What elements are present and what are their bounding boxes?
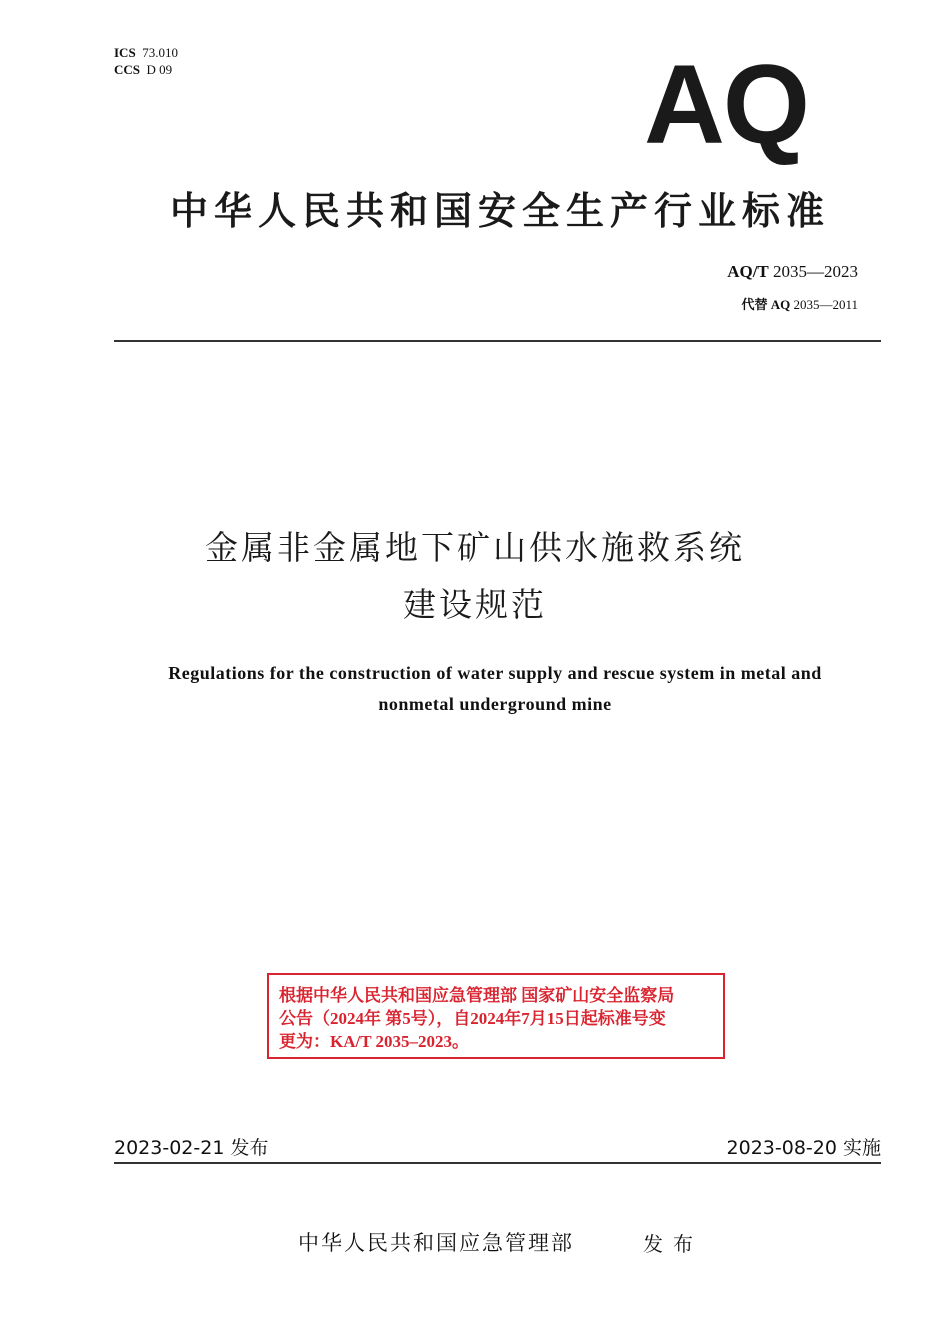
implement-date xyxy=(727,1133,881,1160)
ccs-line xyxy=(114,61,178,78)
ccs-label: CCS xyxy=(114,62,141,77)
footer-divider xyxy=(114,1162,881,1164)
issuer-action: 发布 xyxy=(643,1232,703,1256)
publish-label: 发布 xyxy=(230,1137,269,1159)
publish-date-value: 2023-02-21 xyxy=(114,1137,225,1159)
header-divider xyxy=(114,340,881,342)
ics-value: 73.010 xyxy=(142,45,178,60)
implement-date-value: 2023-08-20 xyxy=(726,1137,837,1159)
classification-codes xyxy=(114,44,178,78)
publish-date xyxy=(114,1133,268,1160)
replaces-number: 2035—2011 xyxy=(793,297,858,312)
ics-label: ICS xyxy=(114,45,136,60)
replaces-prefix: 代替 AQ xyxy=(741,297,791,312)
replaces-standard xyxy=(741,294,858,313)
ccs-value: D 09 xyxy=(146,62,173,77)
title-cn-line2: 建设规范 xyxy=(403,585,547,624)
notice-line2: 公告（2024年 第5号），自2024年7月15日起标准号变 xyxy=(279,1009,666,1028)
implement-label: 实施 xyxy=(842,1137,881,1159)
standard-code-number: 2035—2023 xyxy=(773,262,858,281)
aq-logo: AQ xyxy=(644,42,808,167)
title-cn-line1: 金属非金属地下矿山供水施救系统 xyxy=(205,528,745,567)
notice-line3: 更为：KA/T 2035–2023。 xyxy=(279,1032,470,1051)
standard-code xyxy=(727,262,858,282)
standard-code-prefix: AQ/T xyxy=(727,262,769,281)
notice-text xyxy=(279,984,719,1053)
title-en-line2: nonmetal underground mine xyxy=(378,694,612,714)
ics-line xyxy=(114,44,178,61)
standard-type-heading: 中华人民共和国安全生产行业标准 xyxy=(169,189,830,233)
title-en-line1: Regulations for the construction of water supply and rescue system in metal and xyxy=(168,663,822,683)
renumbering-notice-box xyxy=(267,973,725,1059)
notice-line1: 根据中华人民共和国应急管理部 国家矿山安全监察局 xyxy=(279,986,675,1005)
issuing-authority: 中华人民共和国应急管理部 xyxy=(298,1231,574,1255)
